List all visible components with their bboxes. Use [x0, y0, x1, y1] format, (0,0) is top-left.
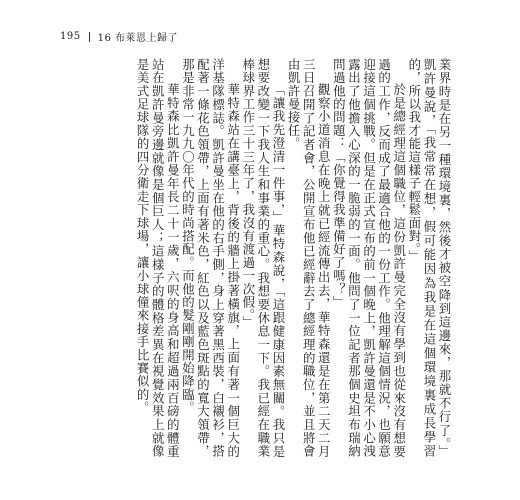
header-divider: [89, 32, 90, 42]
paragraph: 華特森比凱許曼年長二十一歲，六呎的身高和超過兩百磅的體重站在凱許曼旁邊就像是個巨人；這樣子的體格差異在視覺效果上就像是美式足球隊的四分衛走下球場，讓小球僮來接手比賽似的。: [135, 58, 181, 458]
paragraph: 「讓我先澄清一件事，」華特森說，「這跟健康因素無關。我只是想要改變一下我人生和事業的重心。我想要休息一下。我已經在職業棒球界工作三十三年了，我沒有渡過一次假。」: [240, 58, 286, 458]
page-number: 195: [60, 31, 81, 42]
paragraph: 觀察小道消息在晚上就已經流傳出去，華特森還是在第二天二月三日召開了記者會，公開宣布他已經辭去了總經理的職位，並且將會由凱許曼接任。: [286, 58, 332, 458]
paragraph: 於是總經理這個職位，這份凱許曼完全沒有學到也從來沒有想要過的工作，反而成了最適合他的一份工作。他理解這個情況，也願意迎接這個挑戰。但是在正式宣布的前一個晚上，凱許曼還是不小心洩露出了他擔入心深的一脆弱的一面。他問了一位記者那個史坦布瑞納問過他的問題：「你覺得我準備好了嗎？」: [331, 58, 407, 458]
paragraph: 業界時是在另一種環境裏，然後才被空降到這邊來，那就不行了。」凱許曼說，「我常常在想，假可能因為我是在這個環境裏成長學習的，所以我才能這樣子輕鬆面對。」: [406, 58, 452, 458]
paragraph: 華特森站在講臺上，背後的牆上掛著橫旗，上面有著一個巨大的洋基隊標誌。凱許曼坐在他的右手側，身上穿著黑西裝，白襯衫，搭配著一條花色領帶，上面有著米色，紅色以及藍色斑點的寬大領帶，那是非常一九九〇年代的時尚搭配。而他的髮剛剛開始降臨。: [180, 58, 241, 458]
chapter-title: 16 布萊恩上歸了: [97, 33, 178, 44]
running-header: [60, 29, 178, 44]
vertical-body-text: [82, 58, 452, 458]
